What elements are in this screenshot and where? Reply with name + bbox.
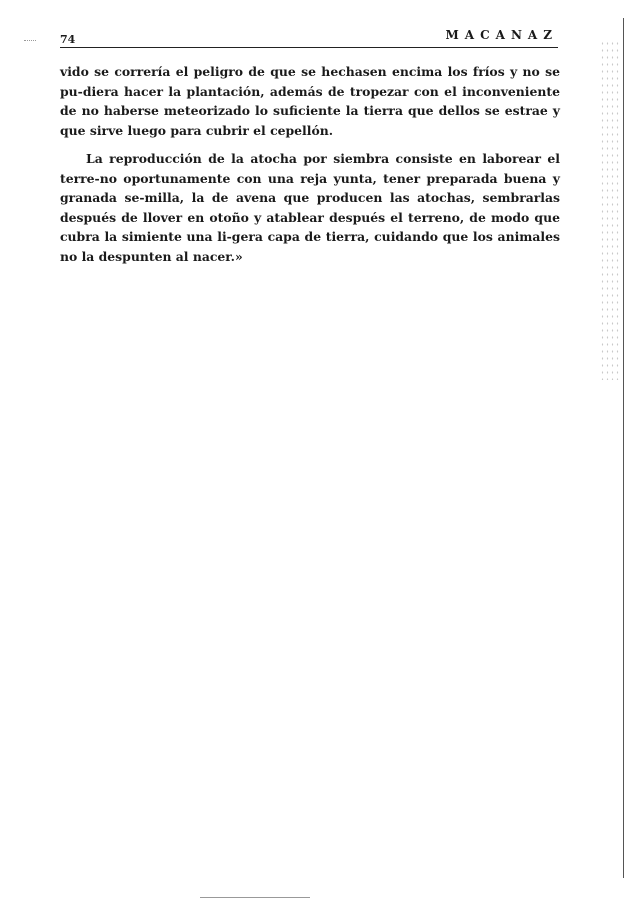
page-edge-speckle bbox=[600, 40, 620, 380]
body-text bbox=[60, 62, 560, 266]
margin-mark bbox=[24, 40, 36, 41]
page-number: 74 bbox=[60, 33, 76, 46]
running-head: MACANAZ bbox=[445, 28, 558, 42]
paragraph-1: vido se correría el peligro de que se hechasen encima los fríos y no se pu-diera hacer la plantación, además de tropezar con el inconveniente de no haberse meteorizado lo suficiente la tierra que dellos se estrae y que sirve luego para cubrir el cepellón. bbox=[60, 64, 560, 138]
header-rule bbox=[60, 47, 558, 48]
bottom-mark bbox=[200, 897, 310, 898]
page-edge-line bbox=[623, 18, 624, 878]
page-header bbox=[60, 28, 560, 46]
paragraph-2: La reproducción de la atocha por siembra consiste en laborear el terre-no oportunamente con una reja yunta, tener preparada buena y granada se-milla, la de avena que producen las atochas, sembrarlas después de llover en otoño y atablear después el terreno, de modo que cubra la simiente una li-gera capa de tierra, cuidando que los animales no la despunten al nacer.» bbox=[60, 151, 560, 264]
